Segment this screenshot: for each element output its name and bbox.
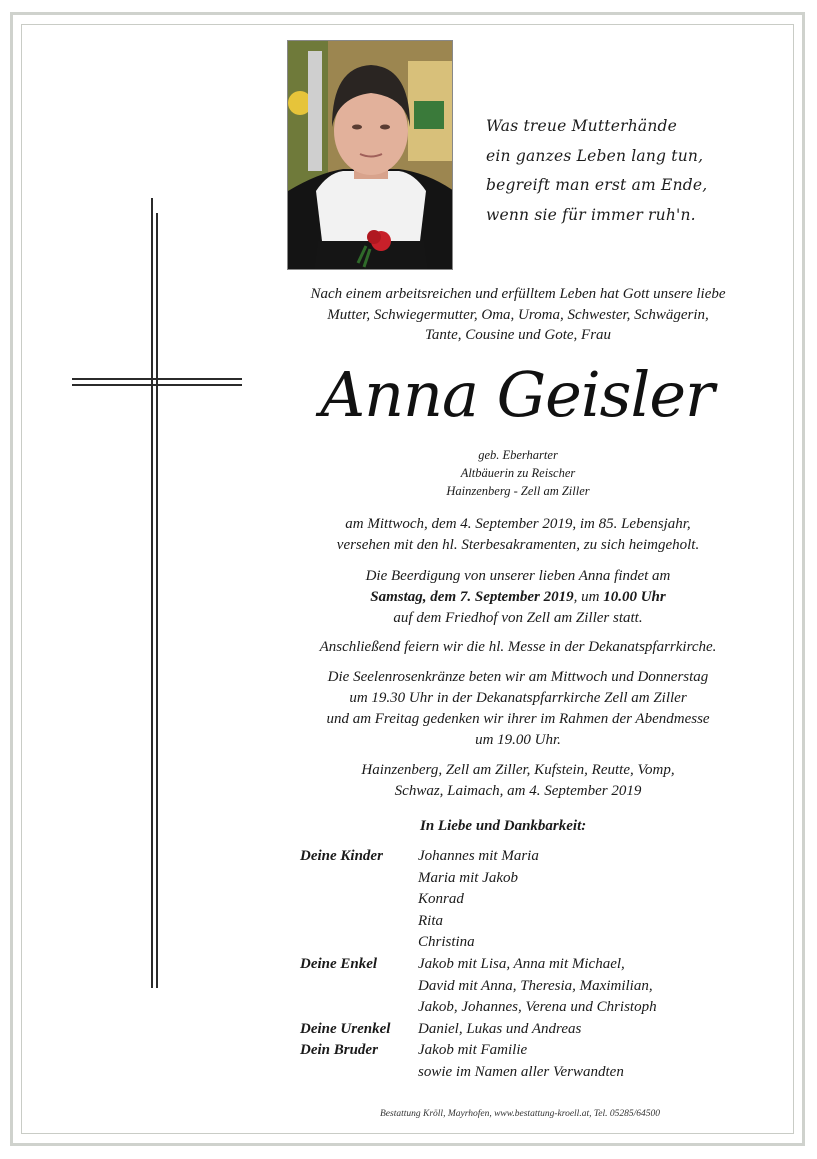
- rosary-line: um 19.30 Uhr in der Dekanatspfarrkirche Zell am Ziller: [349, 690, 687, 706]
- family-row: [300, 868, 760, 890]
- rosary-line: und am Freitag gedenken wir ihrer im Rahmen der Abendmesse: [326, 711, 710, 727]
- death-notice: [268, 514, 768, 556]
- family-label: Dein Bruder: [300, 1042, 378, 1058]
- rosary-line: um 19.00 Uhr.: [475, 732, 561, 748]
- family-members: Johannes mit Maria: [418, 848, 539, 864]
- family-row: [300, 932, 760, 954]
- family-row: [300, 997, 760, 1019]
- deceased-name: Anna Geisler: [320, 358, 714, 431]
- residence: Hainzenberg - Zell am Ziller: [446, 484, 590, 498]
- deceased-details: [368, 446, 668, 500]
- family-members: Jakob mit Familie: [418, 1042, 528, 1058]
- funeral-date: Samstag, dem 7. September 2019: [370, 589, 574, 605]
- rosary-line: Die Seelenrosenkränze beten wir am Mittwoch und Donnerstag: [327, 669, 709, 685]
- family-members: David mit Anna, Theresia, Maximilian,: [418, 977, 653, 994]
- poem-line: begreift man erst am Ende,: [486, 176, 708, 194]
- funeral-connector: , um: [573, 589, 604, 605]
- portrait-photo: [287, 40, 453, 270]
- family-members: Konrad: [418, 891, 464, 907]
- funeral-home-footer: Bestattung Kröll, Mayrhofen, www.bestattung-kroell.at, Tel. 05285/64500: [380, 1109, 660, 1119]
- family-members: Christina: [418, 934, 475, 950]
- death-notice-line: am Mittwoch, dem 4. September 2019, im 85. Lebensjahr,: [345, 516, 691, 532]
- places-line: Schwaz, Laimach, am 4. September 2019: [394, 783, 642, 799]
- intro-line: Mutter, Schwiegermutter, Oma, Uroma, Schwester, Schwägerin,: [327, 306, 709, 323]
- intro-line: Tante, Cousine und Gote, Frau: [424, 327, 612, 343]
- intro-text: [268, 284, 768, 346]
- family-label: Deine Enkel: [300, 956, 378, 972]
- funeral-time: 10.00 Uhr: [603, 589, 666, 605]
- family-row: [300, 1019, 760, 1041]
- family-row: [300, 1062, 760, 1084]
- poem-line: wenn sie für immer ruh'n.: [486, 205, 696, 224]
- poem-line: ein ganzes Leben lang tun,: [486, 146, 704, 165]
- family-row: [300, 1040, 760, 1062]
- family-row: [300, 846, 760, 868]
- maiden-name: geb. Eberharter: [478, 448, 558, 462]
- family-label: Deine Urenkel: [300, 1020, 391, 1037]
- funeral-location: auf dem Friedhof von Zell am Ziller statt.: [393, 610, 643, 626]
- places-line: Hainzenberg, Zell am Ziller, Kufstein, Reutte, Vomp,: [361, 762, 675, 778]
- funeral-line: Die Beerdigung von unserer lieben Anna findet am: [365, 568, 671, 584]
- funeral-date-line: [268, 587, 768, 608]
- family-row: [300, 889, 760, 911]
- family-members: Jakob, Johannes, Verena und Christoph: [418, 999, 657, 1015]
- family-row: [300, 911, 760, 933]
- funeral-info: [268, 566, 768, 629]
- family-members: Maria mit Jakob: [418, 869, 518, 886]
- rosary-info: [268, 667, 768, 751]
- family-row: [300, 954, 760, 976]
- death-notice-line: versehen mit den hl. Sterbesakramenten, zu sich heimgeholt.: [336, 537, 700, 553]
- occupation: Altbäuerin zu Reischer: [460, 466, 576, 480]
- poem: [486, 112, 786, 230]
- intro-line: Nach einem arbeitsreichen und erfülltem Leben hat Gott unsere liebe: [310, 286, 726, 302]
- family-label: Deine Kinder: [300, 848, 383, 864]
- mass-info: Anschließend feiern wir die hl. Messe in der Dekanatspfarrkirche.: [319, 639, 717, 655]
- poem-line: Was treue Mutterhände: [486, 117, 677, 135]
- family-row: [300, 976, 760, 998]
- family-members: Daniel, Lukas und Andreas: [418, 1020, 582, 1037]
- cross-vertical-line-inner: [156, 213, 158, 988]
- cross-horizontal-line-lower: [72, 384, 242, 386]
- family-members: sowie im Namen aller Verwandten: [418, 1063, 624, 1080]
- thanks-title: In Liebe und Dankbarkeit:: [420, 818, 587, 834]
- cross-horizontal-line: [72, 378, 242, 380]
- places-date: [268, 760, 768, 802]
- cross-vertical-line: [151, 198, 153, 988]
- family-members: Rita: [418, 912, 443, 929]
- family-members: Jakob mit Lisa, Anna mit Michael,: [418, 956, 625, 972]
